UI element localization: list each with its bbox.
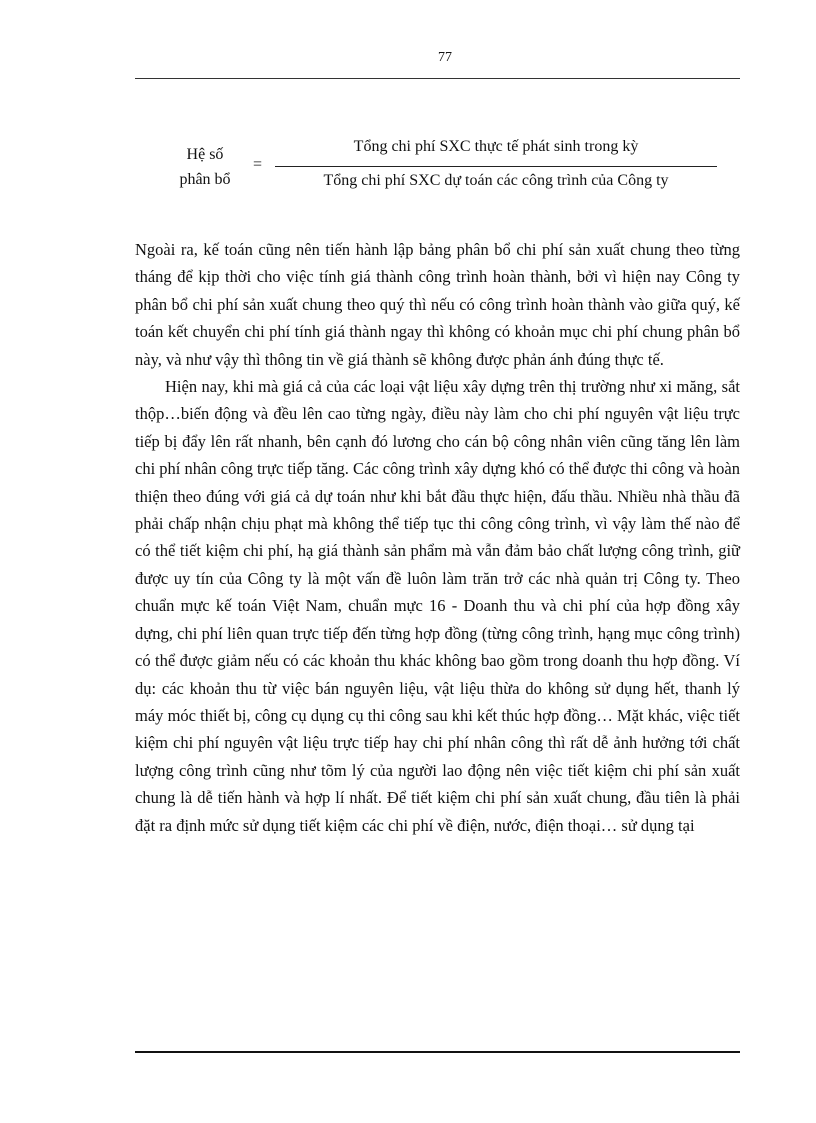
paragraph-2: Hiện nay, khi mà giá cả của các loại vật liệu xây dựng trên thị trường như xi măng, sắt thộp…biến động và đều lên cao từng ngày, điều này làm cho chi phí nguyên vật liệu trực tiếp bị đẩy lên rất nhanh, bên cạnh đó lương cho cán bộ công nhân viên cũng tăng lên làm chi phí nhân công trực tiếp tăng. Các công trình xây dựng khó có thể được thi công và hoàn thiện theo đúng với giá cả dự toán như khi bắt đầu thực hiện, đấu thầu. Nhiều nhà thầu đã phải chấp nhận chịu phạt mà không thể tiếp tục thi công công trình, vì vậy làm thế nào để có thể tiết kiệm chi phí, hạ giá thành sản phẩm mà vẫn đảm bảo chất lượng công trình, giữ được uy tín của Công ty là một vấn đề luôn làm trăn trở các nhà quản trị Công ty. Theo chuẩn mực kế toán Việt Nam, chuẩn mực 16 - Doanh thu và chi phí của hợp đồng xây dựng, chi phí liên quan trực tiếp đến từng hợp đồng (từng công trình, hạng mục công trình) có thể được giảm nếu có các khoản thu khác không bao gồm trong doanh thu hợp đồng. Ví dụ: các khoản thu từ việc bán nguyên liệu, vật liệu thừa do không sử dụng hết, thanh lý máy móc thiết bị, công cụ dụng cụ thi công sau khi kết thúc hợp đồng… Mặt khác, việc tiết kiệm chi phí nguyên vật liệu trực tiếp hay chi phí nhân công thì rất dễ ảnh hưởng tới chất lượng công trình cũng như tõm lý của người lao động nên việc tiết kiệm chi phí sản xuất chung là dễ tiến hành và hợp lí nhất. Để tiết kiệm chi phí sản xuất chung, đầu tiên là phải đặt ra định mức sử dụng tiết kiệm các chi phí về điện, nước, điện thoại… sử dụng tại xyxy=(135,377,740,835)
formula-lhs xyxy=(160,142,250,192)
formula-lhs-line2: phân bổ xyxy=(179,171,231,188)
fraction-bar xyxy=(275,166,717,167)
equals-sign: = xyxy=(253,156,263,173)
body-text xyxy=(135,236,740,839)
formula-denominator: Tổng chi phí SXC dự toán các công trình của Công ty xyxy=(323,172,669,189)
paragraph-1: Ngoài ra, kế toán cũng nên tiến hành lập bảng phân bổ chi phí sản xuất chung theo từng tháng để kịp thời cho việc tính giá thành công trình hoàn thành, bởi vì hiện nay Công ty phân bổ chi phí sản xuất chung theo quý thì nếu có công trình hoàn thành vào giữa quý, kế toán kết chuyển chi phí tính giá thành ngay thì không có khoản mục chi phí chung phân bổ này, và như vậy thì thông tin về giá thành sẽ không được phản ánh đúng thực tế. xyxy=(135,240,740,369)
header-rule xyxy=(135,78,740,79)
formula-lhs-line1: Hệ số xyxy=(186,146,224,163)
footer-rule xyxy=(135,1051,740,1053)
formula-numerator: Tổng chi phí SXC thực tế phát sinh trong kỳ xyxy=(353,138,639,155)
allocation-coefficient-formula xyxy=(160,138,740,198)
page-number: 77 xyxy=(438,50,452,65)
